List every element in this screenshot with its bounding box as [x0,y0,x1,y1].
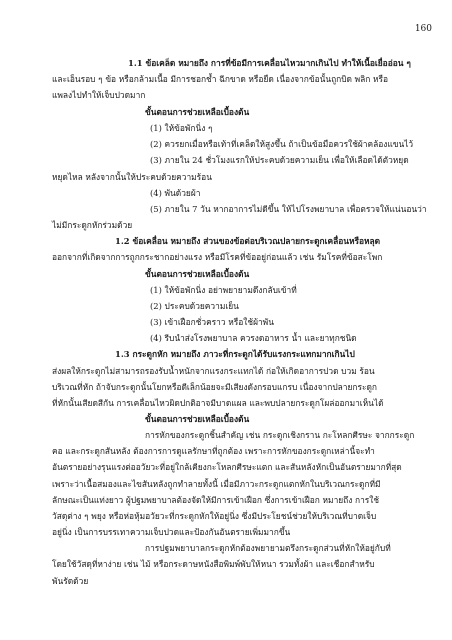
text-line: และเอ็นรอบ ๆ ข้อ หรือกล้ามเนื้อ มีการชอกช้ำ ฉีกขาด หรือยืด เนื่องจากข้อนั้นถูกบิด พลิก หรือ [52,74,389,84]
text-line: ขั้นตอนการช่วยเหลือเบื้องต้น [145,414,250,424]
text-line: (3) เข้าเฝือกชั่วคราว หรือใช้ผ้าพัน [150,317,274,327]
text-line: (3) ภายใน 24 ชั่วโมงแรกให้ประคบด้วยความเย็น เพื่อให้เลือดได้ตัวหยุด [150,155,409,165]
text-line: 1.2 ข้อเคลื่อน หมายถึง ส่วนของข้อต่อบริเวณปลายกระดูกเคลื่อนหรือหลุด [115,236,381,246]
text-line: (2) ประคบด้วยความเย็น [150,301,239,311]
text-line: อันตรายอย่างรุนแรงต่ออวัยวะที่อยู่ใกล้เคียงกะโหลกศีรษะแตก และสันหลังหักเป็นอันตรายมากที่สุด [52,462,402,472]
text-line: การปฐมพยาบาลกระดูกหักต้องพยายามตรึงกระดูกส่วนที่หักให้อยู่กับที่ [145,543,391,553]
text-line: วัสดุต่าง ๆ พยุง หรือห่อหุ้มอวัยวะที่กระดูกหักให้อยู่นิ่ง ซึ่งมีประโยชน์ช่วยให้บริเวณที่บาดเจ็บ [52,511,377,521]
text-line: หยุดไหล หลังจากนั้นให้ประคบด้วยความร้อน [52,172,212,182]
text-line: 1.1 ข้อเคล็ด หมายถึง การที่ข้อมีการเคลื่อนไหวมากเกินไป ทำให้เนื้อเยื่ออ่อน ๆ [128,58,411,68]
text-line: ไม่มีกระดูกหักร่วมด้วย [52,220,133,230]
text-line: (1) ให้ข้อพักนิ่ง อย่าพยายามดึงกลับเข้าที่ [150,285,297,295]
text-line: (2) ควรยกเมื่อหรือเท้าที่เคล็ดให้สูงขึ้น ถ้าเป็นข้อมือควรใช้ผ้าคล้องแขนไว้ [150,139,414,149]
text-line: ส่งผลให้กระดูกไม่สามารถรองรับน้ำหนักจากแรงกระแทกได้ ก่อให้เกิดอาการปวด บวม ร้อน [52,366,375,376]
text-line: (4) รีบนำส่งโรงพยาบาล ควรงดอาหาร น้ำ และยาทุกชนิด [150,333,357,343]
text-line: คอ และกระดูกสันหลัง ต้องการการดูแลรักษาที่ถูกต้อง เพราะการหักของกระดูกเหล่านี้จะทำ [52,446,375,456]
text-line: การหักของกระดูกชิ้นสำคัญ เช่น กระดูกเชิงกราน กะโหลกศีรษะ จากกระดูก [145,430,415,440]
text-line: อยู่นิ่ง เป็นการบรรเทาความเจ็บปวดและป้องกันอันตรายเพิ่มมากขึ้น [52,527,291,537]
text-line: ขั้นตอนการช่วยเหลือเบื้องต้น [145,269,250,279]
text-line: ขั้นตอนการช่วยเหลือเบื้องต้น [145,107,250,117]
text-line: (5) ภายใน 7 วัน หากอาการไม่ดีขึ้น ให้ไปโรงพยาบาล เพื่อตรวจให้แน่นอนว่า [150,204,427,214]
text-line: เพราะว่าเนื้อสมองและไขสันหลังถูกทำลายทั้งนี้ เมื่อมีภาวะกระดูกแตกหักในบริเวณกระดูกที่มี [52,479,381,489]
text-line: (1) ให้ข้อพักนิ่ง ๆ [150,123,213,133]
text-line: (4) พันด้วยผ้า [150,188,201,198]
text-line: บริเวณที่หัก ถ้าจับกระดูกนั้นโยกหรือดีเล็กน้อยจะมีเสียงดังกรอบแกรบ เนื่องจากปลายกระดูก [52,382,377,392]
text-line: โดยใช้วัสดุที่หาง่าย เช่น ไม้ หรือกระดาษหนังสือพิมพ์พับให้หนา รวมทั้งผ้า และเชือกสำหรับ [52,559,375,569]
text-line: แพลงไปทำให้เจ็บปวดมาก [52,90,146,100]
page-number: 160 [414,24,432,34]
text-line: ที่หักนั้นเสียดสีกัน การเคลื่อนไหวผิดปกติอาจมีบาดแผล และพบปลายกระดูกโผล่ออกมาเห็นได้ [52,398,384,408]
text-line: ลักษณะเป็นแท่งยาว ผู้ปฐมพยาบาลต้องจัดให้มีการเข้าเฝือก ซึ่งการเข้าเฝือก หมายถึง การใช้ [52,495,380,505]
text-line: 1.3 กระดูกหัก หมายถึง ภาวะที่กระดูกได้รับแรงกระแทกมากเกินไป [115,349,355,359]
text-line: พันรัดด้วย [52,576,89,586]
text-line: ออกจากที่เกิดจากการถูกกระชากอย่างแรง หรือมีโรคที่ข้ออยู่ก่อนแล้ว เช่น รัมโรคที่ข้อสะโพก [52,252,383,262]
